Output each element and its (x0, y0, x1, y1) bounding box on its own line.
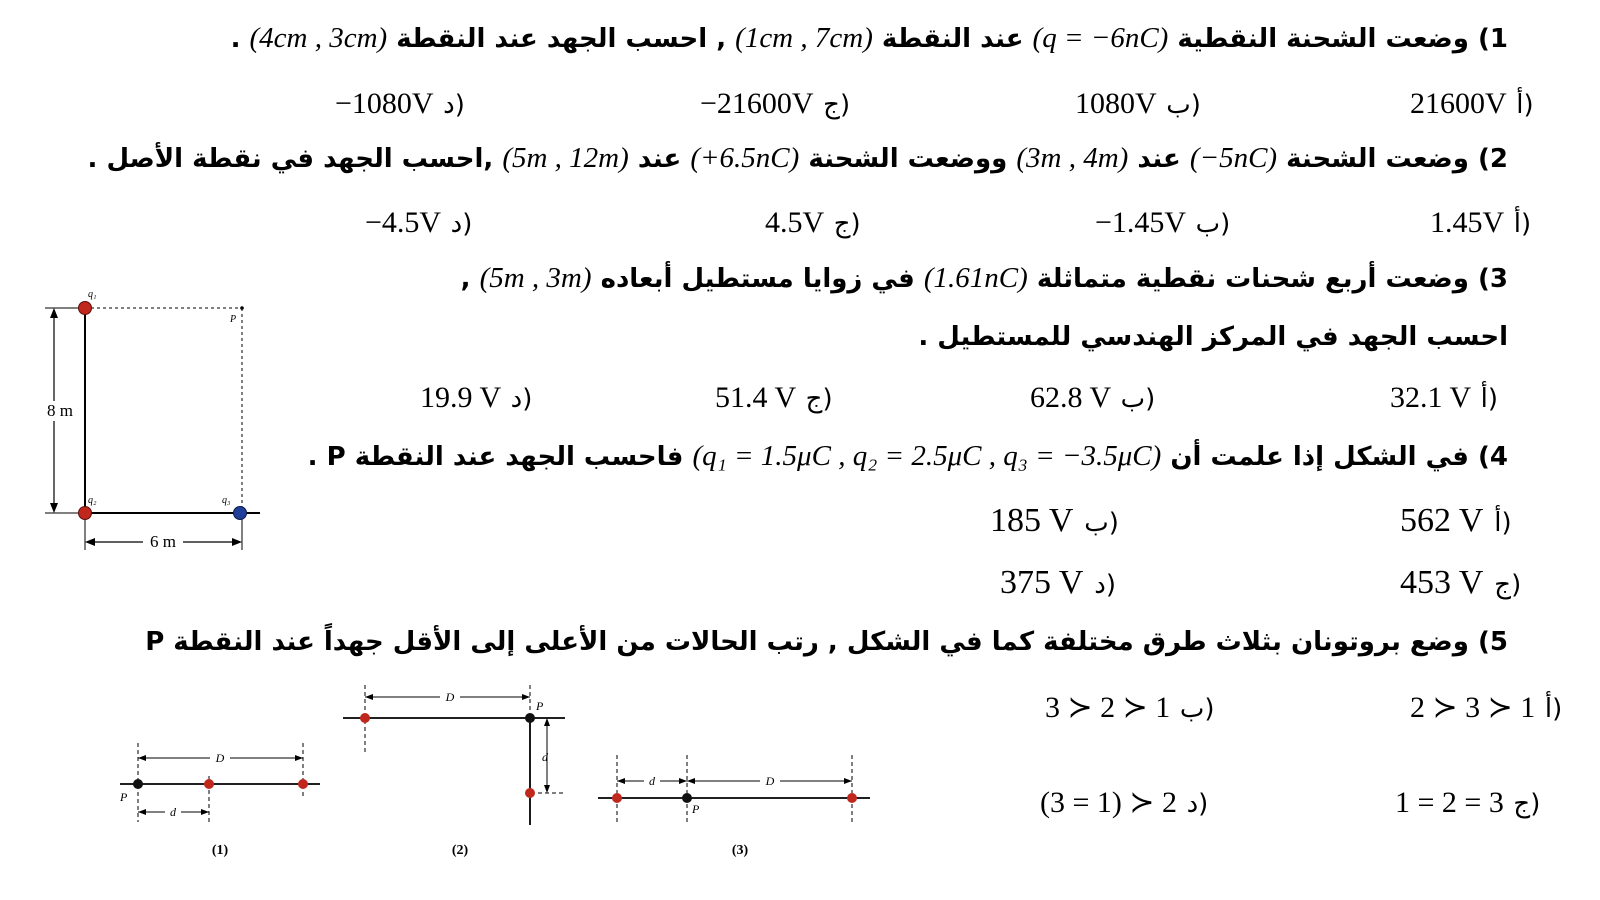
question-3-line2: احسب الجهد في المركز الهندسي للمستطيل . (918, 322, 1508, 352)
case3-proton-a (612, 793, 622, 803)
svg-text:P: P (692, 802, 700, 816)
svg-text:d: d (170, 805, 176, 819)
charge-q2 (79, 507, 92, 520)
svg-text:P: P (536, 699, 544, 713)
case1-proton-a (204, 779, 214, 789)
q2-option-b[interactable]: −1.45V ب) (1095, 206, 1231, 239)
case1-point-p (133, 779, 143, 789)
label-q3: q₃ (222, 495, 231, 506)
case-label-1: (1) (211, 843, 229, 858)
question-1-text: 1) وضعت الشحنة النقطية (q = −6nC) عند النقطة (1cm , 7cm) , احسب الجهد عند النقطة (4cm , 3cm) . (230, 22, 1508, 54)
case-1-diagram (119, 743, 320, 858)
q4-option-c[interactable]: 453 V ج) (1400, 564, 1522, 601)
q3-option-c[interactable]: 51.4 V ج) (715, 381, 833, 414)
question-number: 5) (1478, 627, 1508, 657)
case2-point-p (525, 713, 535, 723)
case-label-3: (3) (731, 843, 749, 858)
label-q1: q₁ (88, 289, 97, 300)
question-number: 4) (1478, 442, 1508, 472)
q1-option-a[interactable]: 21600V أ) (1410, 87, 1534, 120)
question-number: 3) (1478, 264, 1508, 294)
question-3-text: 3) وضعت أربع شحنات نقطية متماثلة (1.61nC) في زوايا مستطيل أبعاده (5m , 3m) , (460, 262, 1508, 294)
case3-point-p (682, 793, 692, 803)
q3-option-b[interactable]: 62.8 V ب) (1030, 381, 1156, 414)
q3-option-a[interactable]: 32.1 V أ) (1390, 381, 1499, 414)
q5-option-b[interactable]: 3 ≻ 2 ≻ 1 ب) (1045, 691, 1215, 724)
case-label-2: (2) (451, 843, 469, 858)
figure-q5-cases (110, 680, 890, 890)
q4-option-a[interactable]: 562 V أ) (1400, 502, 1512, 539)
q2-option-c[interactable]: 4.5V ج) (765, 206, 861, 239)
svg-text:D: D (215, 751, 225, 765)
q1-option-c[interactable]: −21600V ج) (700, 87, 851, 120)
q4-option-b[interactable]: 185 V ب) (990, 502, 1119, 539)
question-number: 2) (1478, 144, 1508, 174)
svg-text:P: P (120, 790, 128, 804)
q3-option-d[interactable]: 19.9 V د) (420, 381, 533, 414)
label-q2: q₂ (88, 495, 97, 506)
question-number: 1) (1478, 24, 1508, 54)
q2-option-a[interactable]: 1.45V أ) (1430, 206, 1532, 239)
case3-proton-b (847, 793, 857, 803)
case-3-diagram (598, 755, 870, 858)
svg-text:D: D (445, 690, 455, 704)
case2-proton-b (525, 788, 535, 798)
label-p: P (230, 314, 237, 325)
question-5-text: 5) وضع بروتونان بثلاث طرق مختلفة كما في الشكل , رتب الحالات من الأعلى إلى الأقل جهداً عند النقطة P (145, 627, 1508, 657)
case2-proton-a (360, 713, 370, 723)
q4-option-d[interactable]: 375 V د) (1000, 564, 1116, 601)
point-p (240, 306, 244, 310)
q2-option-d[interactable]: −4.5V د) (365, 206, 473, 239)
height-label: 8 m (47, 401, 73, 420)
question-4-text: 4) في الشكل إذا علمت أن (q₁ = 1.5μC , q₂ = 2.5μC , q₃ = −3.5μC) فاحسب الجهد عند النقطة P . (307, 440, 1508, 472)
q1-option-b[interactable]: 1080V ب) (1075, 87, 1201, 120)
q1-option-d[interactable]: −1080V د) (335, 87, 465, 120)
case-2-diagram (343, 685, 565, 858)
svg-text:d: d (649, 774, 655, 788)
q5-option-a[interactable]: 2 ≻ 3 ≻ 1 أ) (1410, 691, 1563, 724)
svg-text:d: d (542, 750, 548, 764)
q5-option-c[interactable]: 1 = 2 = 3 ج) (1395, 786, 1541, 819)
svg-text:D: D (765, 774, 775, 788)
q5-option-d[interactable]: (3 = 1) ≻ 2 د) (1040, 786, 1209, 819)
charge-q1 (79, 302, 92, 315)
figure-q4-charges (30, 285, 280, 575)
width-label: 6 m (150, 532, 176, 551)
charge-q3 (234, 507, 247, 520)
case1-proton-b (298, 779, 308, 789)
question-2-text: 2) وضعت الشحنة (−5nC) عند (3m , 4m) ووضعت الشحنة (+6.5nC) عند (5m , 12m) ,احسب الجهد في نقطة الأصل . (87, 142, 1508, 174)
